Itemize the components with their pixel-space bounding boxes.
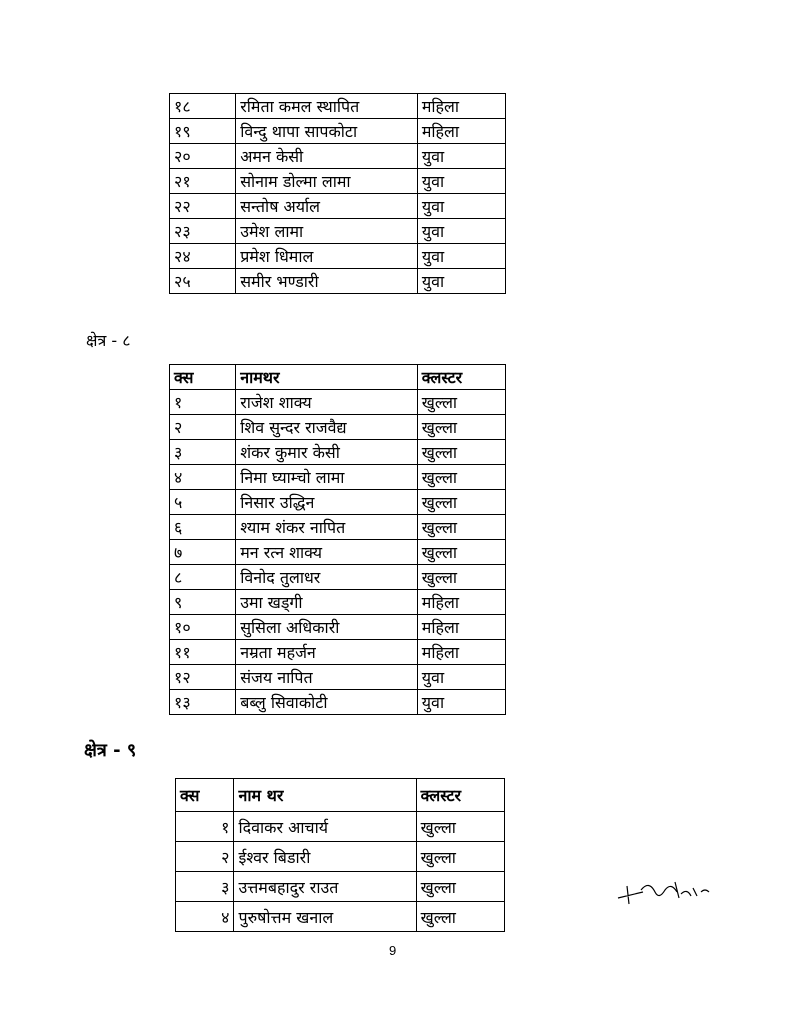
member-table-section-9 — [175, 778, 505, 932]
header-cluster: क्लस्टर — [416, 779, 504, 812]
serial-cell: ७ — [170, 540, 236, 565]
serial-cell: ३ — [170, 440, 236, 465]
cluster-cell: महिला — [417, 94, 505, 119]
header-serial: क्स — [176, 779, 234, 812]
name-cell: प्रमेश धिमाल — [236, 244, 418, 269]
table-row — [170, 640, 506, 665]
serial-cell: ४ — [176, 902, 234, 932]
name-cell: विनोद तुलाधर — [236, 565, 418, 590]
serial-cell: १३ — [170, 690, 236, 715]
name-cell: निसार उद्धिन — [236, 490, 418, 515]
name-cell: दिवाकर आचार्य — [234, 812, 416, 842]
name-cell: उमा खड्गी — [236, 590, 418, 615]
section-heading-8: क्षेत्र - ८ — [86, 331, 131, 350]
table-header — [176, 779, 505, 812]
name-cell: पुरुषोत्तम खनाल — [234, 902, 416, 932]
serial-cell: १ — [176, 812, 234, 842]
table-body — [176, 812, 505, 932]
name-cell: शिव सुन्दर राजवैद्य — [236, 415, 418, 440]
name-cell: संजय नापित — [236, 665, 418, 690]
table-row — [176, 812, 505, 842]
cluster-cell: युवा — [417, 144, 505, 169]
serial-cell: २२ — [170, 194, 236, 219]
member-table-section-8 — [169, 364, 506, 715]
cluster-cell: खुल्ला — [416, 842, 504, 872]
table-row — [170, 244, 506, 269]
table-row — [170, 269, 506, 294]
cluster-cell: खुल्ला — [417, 440, 505, 465]
name-cell: उत्तमबहादुर राउत — [234, 872, 416, 902]
cluster-cell: युवा — [417, 665, 505, 690]
table-row — [170, 390, 506, 415]
table-row — [170, 194, 506, 219]
table-row — [170, 690, 506, 715]
table-row — [170, 590, 506, 615]
serial-cell: ३ — [176, 872, 234, 902]
name-cell: मन रत्न शाक्य — [236, 540, 418, 565]
cluster-cell: महिला — [417, 615, 505, 640]
table-row — [170, 465, 506, 490]
cluster-cell: युवा — [417, 690, 505, 715]
cluster-cell: खुल्ला — [417, 490, 505, 515]
name-cell: बब्लु सिवाकोटी — [236, 690, 418, 715]
section-heading-9: क्षेत्र - ९ — [84, 740, 137, 761]
name-cell: शंकर कुमार केसी — [236, 440, 418, 465]
serial-cell: १ — [170, 390, 236, 415]
table-row — [170, 490, 506, 515]
cluster-cell: खुल्ला — [417, 540, 505, 565]
name-cell: समीर भण्डारी — [236, 269, 418, 294]
table-row — [170, 169, 506, 194]
serial-cell: २ — [170, 415, 236, 440]
serial-cell: २४ — [170, 244, 236, 269]
table-row — [170, 219, 506, 244]
name-cell: नम्रता महर्जन — [236, 640, 418, 665]
serial-cell: २५ — [170, 269, 236, 294]
serial-cell: ११ — [170, 640, 236, 665]
table-row — [170, 119, 506, 144]
table-body — [170, 390, 506, 715]
cluster-cell: खुल्ला — [417, 515, 505, 540]
handwritten-signature — [615, 868, 725, 908]
serial-cell: ८ — [170, 565, 236, 590]
name-cell: ईश्वर बिडारी — [234, 842, 416, 872]
serial-cell: १९ — [170, 119, 236, 144]
table-row — [176, 842, 505, 872]
table-row — [170, 440, 506, 465]
serial-cell: २३ — [170, 219, 236, 244]
cluster-cell: युवा — [417, 194, 505, 219]
table-row — [170, 615, 506, 640]
name-cell: सुसिला अधिकारी — [236, 615, 418, 640]
table-row — [176, 872, 505, 902]
serial-cell: ४ — [170, 465, 236, 490]
serial-cell: १८ — [170, 94, 236, 119]
member-table-continued — [169, 93, 506, 294]
cluster-cell: खुल्ला — [416, 872, 504, 902]
header-name: नामथर — [236, 365, 418, 390]
cluster-cell: खुल्ला — [416, 902, 504, 932]
table-header — [170, 365, 506, 390]
serial-cell: २१ — [170, 169, 236, 194]
header-name: नाम थर — [234, 779, 416, 812]
serial-cell: २० — [170, 144, 236, 169]
serial-cell: २ — [176, 842, 234, 872]
name-cell: विन्दु थापा सापकोटा — [236, 119, 418, 144]
name-cell: निमा घ्याम्चो लामा — [236, 465, 418, 490]
table-row — [170, 94, 506, 119]
table-row — [170, 515, 506, 540]
serial-cell: १० — [170, 615, 236, 640]
table-row — [170, 144, 506, 169]
cluster-cell: युवा — [417, 244, 505, 269]
name-cell: रमिता कमल स्थापित — [236, 94, 418, 119]
cluster-cell: युवा — [417, 269, 505, 294]
name-cell: उमेश लामा — [236, 219, 418, 244]
cluster-cell: युवा — [417, 169, 505, 194]
header-row — [176, 779, 505, 812]
cluster-cell: खुल्ला — [417, 390, 505, 415]
name-cell: सोनाम डोल्मा लामा — [236, 169, 418, 194]
table-row — [170, 565, 506, 590]
cluster-cell: महिला — [417, 590, 505, 615]
cluster-cell: युवा — [417, 219, 505, 244]
name-cell: सन्तोष अर्याल — [236, 194, 418, 219]
table-body — [170, 94, 506, 294]
serial-cell: ५ — [170, 490, 236, 515]
cluster-cell: खुल्ला — [417, 415, 505, 440]
cluster-cell: महिला — [417, 640, 505, 665]
cluster-cell: खुल्ला — [417, 465, 505, 490]
header-serial: क्स — [170, 365, 236, 390]
cluster-cell: खुल्ला — [417, 565, 505, 590]
table-row — [176, 902, 505, 932]
table-row — [170, 540, 506, 565]
cluster-cell: महिला — [417, 119, 505, 144]
cluster-cell: खुल्ला — [416, 812, 504, 842]
name-cell: अमन केसी — [236, 144, 418, 169]
page-number: 9 — [389, 943, 397, 958]
table-row — [170, 415, 506, 440]
serial-cell: १२ — [170, 665, 236, 690]
name-cell: श्याम शंकर नापित — [236, 515, 418, 540]
header-row — [170, 365, 506, 390]
serial-cell: ९ — [170, 590, 236, 615]
serial-cell: ६ — [170, 515, 236, 540]
name-cell: राजेश शाक्य — [236, 390, 418, 415]
header-cluster: क्लस्टर — [417, 365, 505, 390]
table-row — [170, 665, 506, 690]
